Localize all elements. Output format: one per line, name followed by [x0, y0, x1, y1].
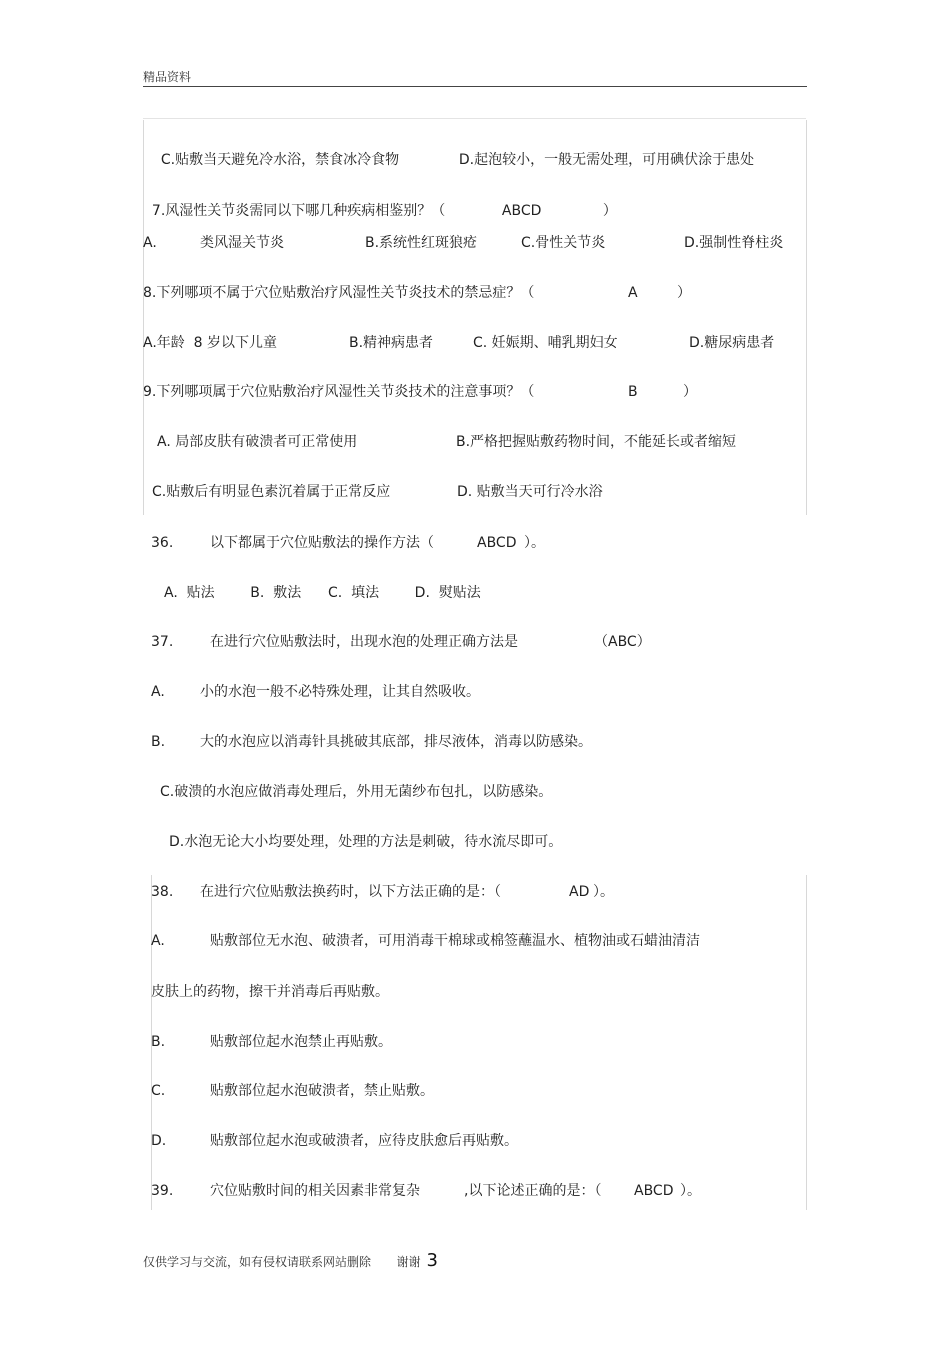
- option-text: A.: [151, 933, 165, 949]
- question-text: 以下都属于穴位贴敷法的操作方法（: [210, 535, 434, 551]
- option-text: C. 妊娠期、哺乳期妇女: [473, 335, 618, 351]
- option-text: 贴敷部位起水泡禁止再贴敷。: [210, 1034, 392, 1050]
- option-text: C.: [151, 1083, 166, 1099]
- question-number: 38.: [151, 884, 174, 900]
- question-text: 9.下列哪项属于穴位贴敷治疗风湿性关节炎技术的注意事项？（: [143, 384, 535, 400]
- question-text: ,以下论述正确的是：（: [464, 1183, 602, 1199]
- question-9: [143, 383, 534, 401]
- question-text: 7.风湿性关节炎需同以下哪几种疾病相鉴别？（: [151, 203, 446, 219]
- question-37: [210, 633, 518, 651]
- option-line: [164, 584, 481, 602]
- option-text: A.: [151, 684, 165, 700]
- header-label: 精品资料: [143, 70, 192, 84]
- option-line: [365, 234, 477, 252]
- option-line: [200, 733, 592, 751]
- answer-text: ABCD: [501, 203, 542, 219]
- option-text: B.严格把握贴敷药物时间，不能延长或者缩短: [456, 434, 737, 450]
- question-text: 在进行穴位贴敷法时，出现水泡的处理正确方法是: [210, 634, 518, 650]
- footer: [143, 1250, 438, 1271]
- option-line: [349, 334, 433, 352]
- option-text: C.破溃的水泡应做消毒处理后，外用无菌纱布包扎，以防感染。: [160, 784, 553, 800]
- answer-text: AD: [569, 884, 590, 900]
- bracket-close: [677, 284, 691, 302]
- footer-thanks: 谢谢: [396, 1255, 421, 1269]
- option-text: 贴敷部位无水泡、破溃者，可用消毒干棉球或棉签蘸温水、植物油或石蜡油清洁: [210, 933, 700, 949]
- answer: [569, 883, 589, 901]
- option-text: 大的水泡应以消毒针具挑破其底部，排尽液体，消毒以防感染。: [200, 734, 592, 750]
- option-line: [200, 234, 284, 252]
- option-text: D.水泡无论大小均要处理，处理的方法是刺破，待水流尽即可。: [169, 834, 563, 850]
- option-text: B.: [151, 734, 166, 750]
- option-line: [457, 483, 603, 501]
- option-line: [210, 1132, 518, 1150]
- header-rule: [143, 86, 807, 87]
- answer: [634, 1182, 674, 1200]
- option-text: B.: [151, 1034, 166, 1050]
- option-line: [151, 1082, 165, 1100]
- option-line: [151, 1033, 165, 1051]
- option-line: [151, 683, 165, 701]
- answer-text: B: [628, 384, 638, 400]
- question-36: [210, 534, 434, 552]
- option-text: D.强制性脊柱炎: [684, 235, 784, 251]
- option-line: [473, 334, 618, 352]
- answer: [477, 534, 517, 552]
- option-text: D. 贴敷当天可行冷水浴: [457, 484, 603, 500]
- answer: [628, 284, 638, 302]
- option-line: [210, 932, 700, 950]
- option-line: [210, 1082, 434, 1100]
- option-line: [450, 133, 754, 169]
- option-text: 皮肤上的药物，擦干并消毒后再贴敷。: [151, 984, 389, 1000]
- bracket-text: ）。: [593, 884, 614, 900]
- option-line: [152, 483, 390, 501]
- option-line: [169, 833, 562, 851]
- option-line: [157, 433, 357, 451]
- question-number: 39.: [151, 1183, 174, 1199]
- scan-border-top: [143, 118, 806, 119]
- option-line: [210, 1033, 392, 1051]
- answer-text: ABCD: [634, 1183, 674, 1199]
- bracket-text: ）。: [524, 535, 545, 551]
- option-line: [456, 433, 736, 451]
- option-text: 贴敷部位起水泡破溃者，禁止贴敷。: [210, 1083, 434, 1099]
- option-text: A.年龄 8 岁以下儿童: [143, 335, 278, 351]
- question-37-number: [151, 633, 173, 651]
- scan-border-right-1: [806, 120, 807, 515]
- bracket-close: [680, 1182, 701, 1200]
- option-text: C.骨性关节炎: [521, 235, 606, 251]
- question-38-number: [151, 883, 173, 901]
- option-line: [521, 234, 605, 252]
- bracket-close: [593, 883, 614, 901]
- option-text: 类风湿关节炎: [200, 235, 284, 251]
- option-text: 贴敷部位起水泡或破溃者，应待皮肤愈后再贴敷。: [210, 1133, 518, 1149]
- answer-text: （ABC）: [594, 634, 651, 650]
- page-number: 3: [426, 1250, 438, 1271]
- answer-text: A: [628, 285, 638, 301]
- question-text: 8.下列哪项不属于穴位贴敷治疗风湿性关节炎技术的禁忌症？（: [143, 285, 535, 301]
- option-line: [151, 983, 389, 1001]
- option-line: [684, 234, 783, 252]
- option-text: 小的水泡一般不必特殊处理，让其自然吸收。: [200, 684, 480, 700]
- option-line: [160, 783, 552, 801]
- option-text: D.糖尿病患者: [689, 335, 775, 351]
- answer-text: ABCD: [477, 535, 517, 551]
- option-text: A. 贴法 B. 敷法 C. 填法 D. 熨贴法: [164, 585, 481, 601]
- option-line: [152, 133, 399, 169]
- question-text: 在进行穴位贴敷法换药时，以下方法正确的是：（: [200, 884, 501, 900]
- question-number: 37.: [151, 634, 174, 650]
- option-line: [200, 683, 480, 701]
- answer: [628, 383, 638, 401]
- option-text: A. 局部皮肤有破溃者可正常使用: [157, 434, 358, 450]
- question-8: [143, 284, 534, 302]
- footer-text: 仅供学习与交流，如有侵权请联系网站删除: [143, 1255, 372, 1269]
- bracket-text: ）: [677, 285, 691, 301]
- question-39: [210, 1182, 420, 1200]
- option-text: D.起泡较小，一般无需处理，可用碘伏涂于患处: [458, 152, 755, 168]
- bracket-close: [683, 383, 697, 401]
- option-text: D.: [151, 1133, 167, 1149]
- option-text: B.精神病患者: [349, 335, 434, 351]
- bracket-close: [524, 534, 545, 552]
- question-36-number: [151, 534, 173, 552]
- question-number: 36.: [151, 535, 174, 551]
- option-line: [151, 932, 165, 950]
- option-line: [151, 733, 165, 751]
- bracket-text: ）: [602, 203, 617, 219]
- scan-border-right-2: [806, 875, 807, 1210]
- bracket-text: ）: [683, 384, 697, 400]
- bracket-close: [594, 184, 617, 220]
- option-text: A.: [143, 235, 157, 251]
- question-7: [143, 184, 445, 220]
- answer: [493, 184, 541, 220]
- question-39-number: [151, 1182, 173, 1200]
- answer: [594, 633, 651, 651]
- option-line: [689, 334, 774, 352]
- question-39-cont: [464, 1182, 601, 1200]
- option-text: B.系统性红斑狼疮: [365, 235, 478, 251]
- bracket-text: ）。: [680, 1183, 701, 1199]
- option-line: [151, 1132, 166, 1150]
- scan-border-left-1: [143, 120, 144, 515]
- option-text: C.贴敷当天避免冷水浴，禁食冰冷食物: [160, 152, 400, 168]
- option-line: [143, 334, 277, 352]
- question-text: 穴位贴敷时间的相关因素非常复杂: [210, 1183, 420, 1199]
- option-text: C.贴敷后有明显色素沉着属于正常反应: [152, 484, 391, 500]
- option-line: [143, 234, 157, 252]
- question-38: [200, 883, 501, 901]
